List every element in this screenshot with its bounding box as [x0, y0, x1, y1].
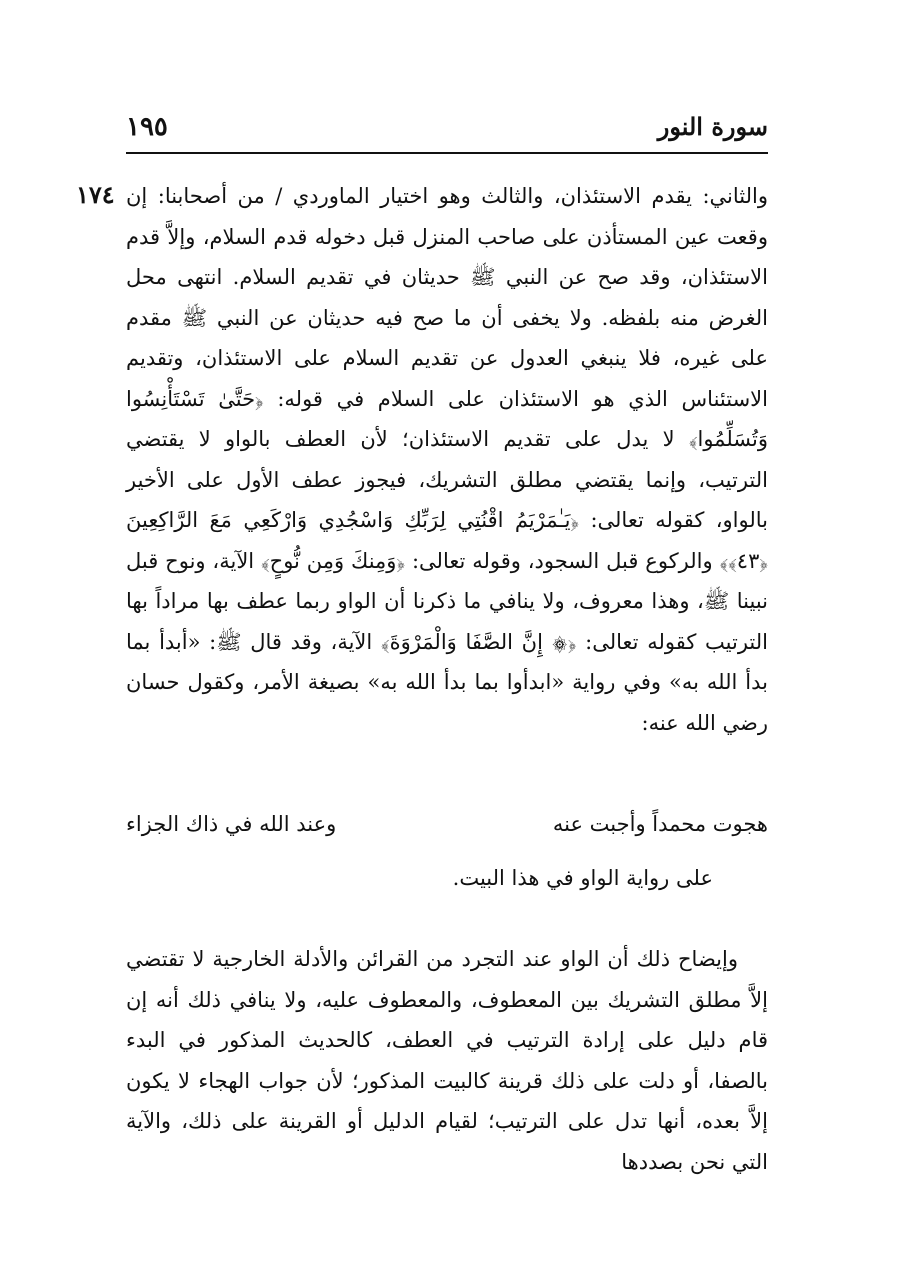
page-header	[126, 112, 768, 154]
paragraph: والثاني: يقدم الاستئذان، والثالث وهو اختيار الماوردي / من أصحابنا: إن وقعت عين المستأذن على صاحب المنزل قبل دخوله قدم السلام، وإلاَّ قدم الاستئذان، وقد صح عن النبي ﷺ حديثان في تقديم السلام. انتهى محل الغرض منه بلفظه. ولا يخفى أن ما صح فيه حديثان عن النبي ﷺ مقدم على غيره، فلا ينبغي العدول عن تقديم السلام على الاستئذان، وتقديم الاستئناس الذي هو الاستئذان على السلام في قوله: ﴿حَتَّىٰ تَسْتَأْنِسُوا وَتُسَلِّمُوا﴾ لا يدل على تقديم الاستئذان؛ لأن العطف بالواو لا يقتضي الترتيب، وإنما يقتضي مطلق التشريك، فيجوز عطف الأول على الأخير بالواو، كقوله تعالى: ﴿يَـٰمَرْيَمُ اقْنُتِي لِرَبِّكِ وَاسْجُدِي وَارْكَعِي مَعَ الرَّاكِعِينَ ﴿٤٣﴾﴾ والركوع قبل السجود، وقوله تعالى: ﴿وَمِنكَ وَمِن نُّوحٍ﴾ الآية، ونوح قبل نبينا ﷺ، وهذا معروف، ولا ينافي ما ذكرنا أن الواو ربما عطف بها مراداً بها الترتيب كقوله تعالى: ﴿۞ إِنَّ الصَّفَا وَالْمَرْوَةَ﴾ الآية، وقد قال ﷺ: «أبدأ بما بدأ الله به» وفي رواية «ابدأوا بما بدأ الله به» بصيغة الأمر، وكقول حسان رضي الله عنه:	[126, 184, 768, 735]
poem-first-hemistich: هجوت محمداً وأجبت عنه	[552, 812, 768, 836]
margin-page-reference: ١٧٤	[76, 180, 115, 209]
poem-second-hemistich: وعند الله في ذاك الجزاء	[126, 812, 337, 836]
main-text-continued	[126, 918, 768, 1203]
main-text	[126, 176, 768, 743]
page-number: ١٩٥	[126, 112, 168, 142]
paragraph: وإيضاح ذلك أن الواو عند التجرد من القرائن والأدلة الخارجية لا تقتضي إلاَّ مطلق التشريك بين المعطوف، والمعطوف عليه، ولا ينافي ذلك أنه إن قام دليل على إرادة الترتيب في العطف، كالحديث المذكور في البدء بالصفا، أو دلت على ذلك قرينة كالبيت المذكور؛ لأن جواب الهجاء لا يكون إلاَّ بعده، أنها تدل على الترتيب؛ لقيام الدليل أو القرينة على ذلك، والآية التي نحن بصددها	[126, 947, 768, 1174]
surah-title: سورة النور	[657, 112, 768, 141]
poem-note: على رواية الواو في هذا البيت.	[452, 866, 713, 890]
poem-verse	[126, 812, 768, 852]
